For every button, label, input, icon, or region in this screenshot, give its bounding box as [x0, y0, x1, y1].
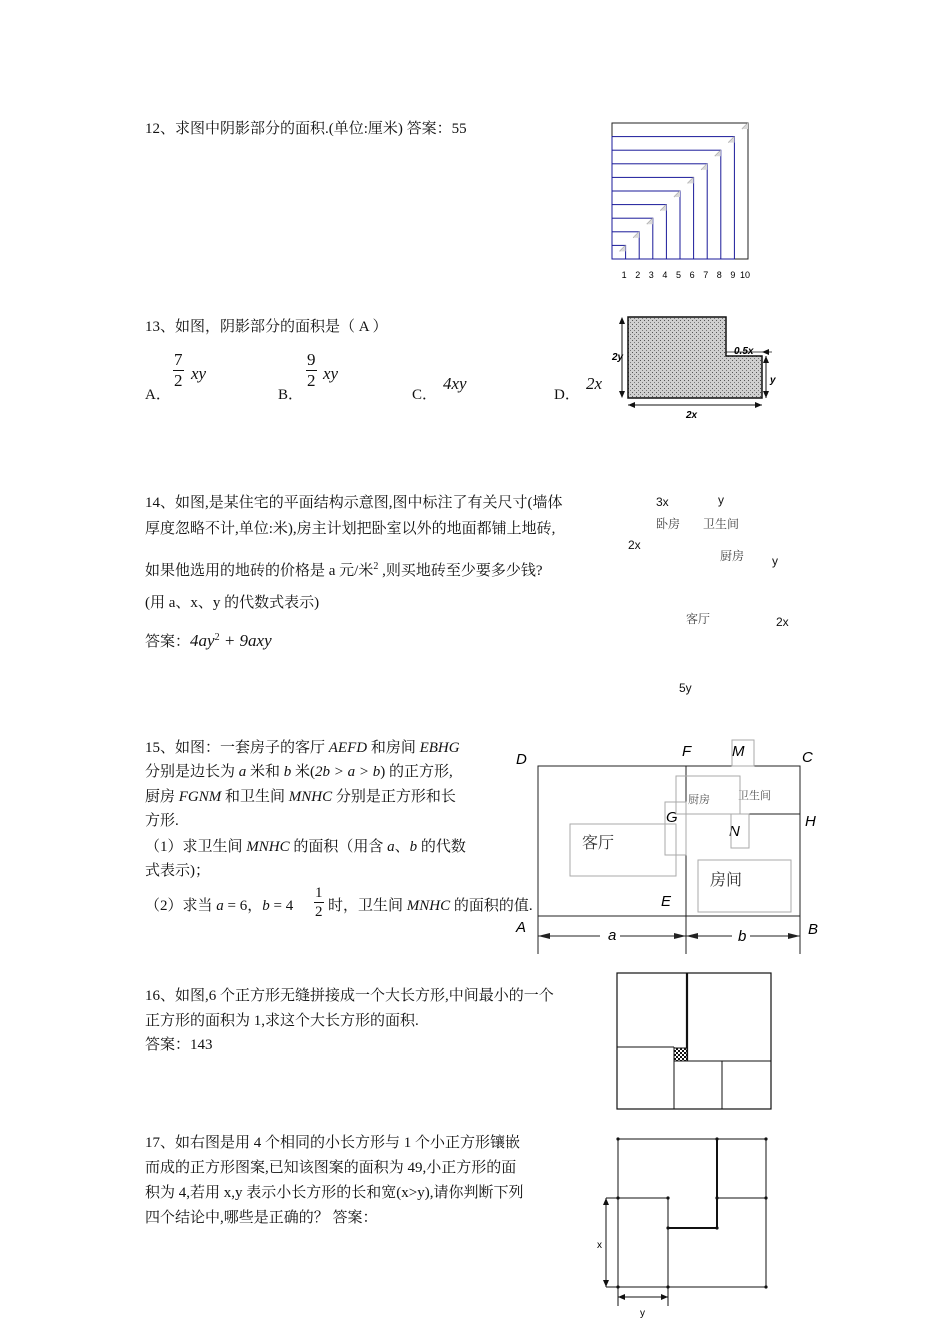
q14-fig-bedroom: 卧房	[656, 517, 681, 531]
q13-label-top-right: 0.5x	[734, 346, 754, 357]
q17-line1: 17、如右图是用 4 个相同的小长方形与 1 个小正方形镶嵌	[145, 1135, 521, 1151]
q12-axis-label: 8	[716, 270, 722, 280]
q15-label-N: N	[729, 823, 740, 840]
q14-fig-right-y: y	[772, 554, 778, 568]
q14-fig-left: 2x	[628, 538, 641, 552]
q15-label-D: D	[516, 751, 527, 768]
q12-axis-label: 5	[676, 270, 682, 280]
q15-line7-i3: MNHC	[406, 898, 451, 914]
q12-axis-label: 7	[703, 270, 709, 280]
q14-fig-living: 客厅	[686, 612, 711, 626]
q15-line2-b: 米和	[246, 764, 284, 780]
q12-figure	[608, 122, 758, 282]
q15-label-A: A	[516, 919, 527, 936]
q17-figure	[594, 1134, 784, 1322]
q16-line1: 16、如图,6 个正方形无缝拼接成一个大长方形,中间最小的一个	[145, 988, 554, 1004]
q14-line1: 14、如图,是某住宅的平面结构示意图,图中标注了有关尺寸(墙体	[145, 495, 563, 511]
q15-line5-i3: b	[409, 839, 418, 855]
q15-label-kitchen: 厨房	[688, 794, 710, 806]
q12-axis-label: 9	[730, 270, 736, 280]
q13-option-a-tail: xy	[191, 364, 207, 383]
q12-axis-label: 3	[648, 270, 654, 280]
q13-option-b-den: 2	[307, 371, 316, 390]
q15-line3	[145, 787, 456, 807]
q17-line2: 而成的正方形图案,已知该图案的面积为 49,小正方形的面	[145, 1160, 517, 1176]
q15-line4: 方形.	[145, 813, 179, 829]
q13-option-a-fraction	[173, 350, 184, 391]
q14-fig-right-2x: 2x	[776, 615, 789, 629]
q15-line7-i1: a	[216, 898, 224, 914]
q13-option-d-expr: 2x	[586, 374, 603, 393]
q15-line1-a: 15、如图：一套房子的客厅	[145, 740, 329, 756]
q14-answer-label: 答案：	[145, 634, 191, 650]
q17-label-x: x	[597, 1240, 602, 1251]
q15-label-room: 房间	[710, 872, 743, 889]
q13-option-b-letter: B．	[278, 387, 304, 403]
q14-line2: 厚度忽略不计,单位:米),房主计划把卧室以外的地面都铺上地砖,	[145, 521, 556, 537]
q15-line5-d: 的代数	[417, 839, 466, 855]
q17-line3: 积为 4,若用 x,y 表示小长方形的长和宽(x>y),请你判断下列	[145, 1185, 524, 1201]
q15-line2-c: 米(	[291, 764, 316, 780]
q15-line7-end	[328, 896, 533, 916]
q15-line3-i2: MNHC	[288, 789, 333, 805]
q15-label-B: B	[808, 921, 819, 938]
q15-line1-b: 和房间	[367, 740, 420, 756]
q14-answer	[145, 628, 272, 652]
q15-line3-b: 和卫生间	[221, 789, 289, 805]
q15-line2-i1: a	[238, 764, 247, 780]
q12-axis-label: 10	[740, 270, 751, 280]
q16-answer: 答案：143	[145, 1037, 213, 1053]
q13-option-a-num: 7	[174, 350, 183, 369]
q13-text: 13、如图，阴影部分的面积是（ A ）	[145, 319, 388, 335]
q15-line2-a: 分别是边长为	[145, 764, 239, 780]
q13-label-right: y	[770, 375, 776, 386]
q14-line4: (用 a、x、y 的代数式表示)	[145, 595, 320, 611]
q15-label-F: F	[682, 743, 692, 760]
q13-option-a-letter: A．	[145, 387, 171, 403]
q16-outer-rect	[617, 973, 771, 1109]
q15-line7-e: 的面积的值.	[450, 898, 533, 914]
q15-line3-i1: FGNM	[178, 789, 222, 805]
q14-fig-bottom: 5y	[679, 681, 692, 695]
q14-line3	[145, 557, 543, 581]
q15-label-bathroom: 卫生间	[738, 790, 771, 802]
q15-figure	[510, 740, 830, 960]
q15-line7-b: = 6，	[223, 898, 263, 914]
q15-line3-c: 分别是正方形和长	[332, 789, 456, 805]
q15-line3-a: 厨房	[145, 789, 179, 805]
q12-axis-label: 1	[621, 270, 627, 280]
q12-axis-label: 4	[662, 270, 668, 280]
q13-option-b-tail: xy	[323, 364, 339, 383]
q17-label-y: y	[640, 1308, 645, 1319]
q15-line1	[145, 738, 460, 758]
q13-label-left: 2y	[612, 352, 624, 363]
q15-line1-i1: AEFD	[328, 740, 368, 756]
q14-answer-b: + 9axy	[219, 631, 272, 650]
q15-line2	[145, 762, 453, 782]
q14-answer-sup: 2	[214, 632, 220, 643]
q15-label-H: H	[805, 813, 816, 830]
q15-line2-i3: 2b > a > b	[315, 764, 381, 780]
q14-fig-kitchen: 厨房	[720, 549, 745, 563]
q15-label-a: a	[608, 927, 617, 944]
q15-label-M: M	[732, 743, 745, 760]
q14-fig-bathroom: 卫生间	[703, 517, 740, 531]
q17-line4: 四个结论中,哪些是正确的？ 答案：	[145, 1210, 378, 1226]
q15-line5-c: 、	[394, 839, 410, 855]
q15-line7-a: （2）求当	[145, 898, 217, 914]
q12-axis-label: 2	[635, 270, 641, 280]
q16-smallest-square	[674, 1048, 687, 1061]
q15-label-G: G	[666, 809, 678, 826]
q15-fraction	[314, 884, 324, 921]
q14-fig-top-left: 3x	[656, 495, 669, 509]
q12-text: 12、求图中阴影部分的面积.(单位:厘米) 答案：55	[145, 121, 467, 137]
q13-option-a-den: 2	[174, 371, 183, 390]
q15-line7-c: = 4	[269, 898, 294, 914]
q15-line5-b: 的面积（用含	[289, 839, 388, 855]
q15-line2-i2: b	[283, 764, 292, 780]
q16-figure	[616, 972, 776, 1114]
q12-axis-label: 6	[689, 270, 695, 280]
q15-line1-i2: EBHG	[419, 740, 460, 756]
q15-frac-den: 2	[315, 904, 323, 920]
q14-line3-b: ,则买地砖至少要多少钱?	[378, 563, 543, 579]
q15-line5-i2: a	[387, 839, 395, 855]
q17-outer-square	[618, 1139, 766, 1287]
q15-label-C: C	[802, 749, 813, 766]
q13-option-c-letter: C．	[412, 387, 438, 403]
q14-answer-a: 4ay	[190, 631, 215, 650]
q14-line3-sup: 2	[373, 561, 379, 572]
q15-line7-i2: b	[262, 898, 270, 914]
q14-fig-top-right: y	[718, 493, 724, 507]
q15-line5-a: （1）求卫生间	[145, 839, 247, 855]
q15-label-b: b	[738, 928, 747, 945]
q13-option-b-num: 9	[307, 350, 316, 369]
q15-label-E: E	[661, 893, 672, 910]
q15-label-living: 客厅	[582, 835, 615, 852]
q13-figure	[612, 312, 782, 422]
q15-line7	[145, 896, 293, 916]
q13-option-d-letter: D．	[554, 387, 580, 403]
q15-frac-num: 1	[315, 885, 323, 901]
q15-line5-i1: MNHC	[246, 839, 290, 855]
q15-line5	[145, 837, 466, 857]
q15-line2-d: ) 的正方形,	[380, 764, 453, 780]
q14-line3-a: 如果他选用的地砖的价格是 a 元/米	[145, 563, 374, 579]
q13-label-bottom: 2x	[686, 410, 698, 421]
q15-line6: 式表示)；	[145, 863, 210, 879]
q13-shaded-region	[628, 317, 762, 398]
q13-option-b-fraction	[306, 350, 317, 391]
q15-line7-d: 时，卫生间	[328, 898, 407, 914]
q13-option-c-expr: 4xy	[443, 374, 467, 393]
q16-line2: 正方形的面积为 1,求这个大长方形的面积.	[145, 1013, 419, 1029]
